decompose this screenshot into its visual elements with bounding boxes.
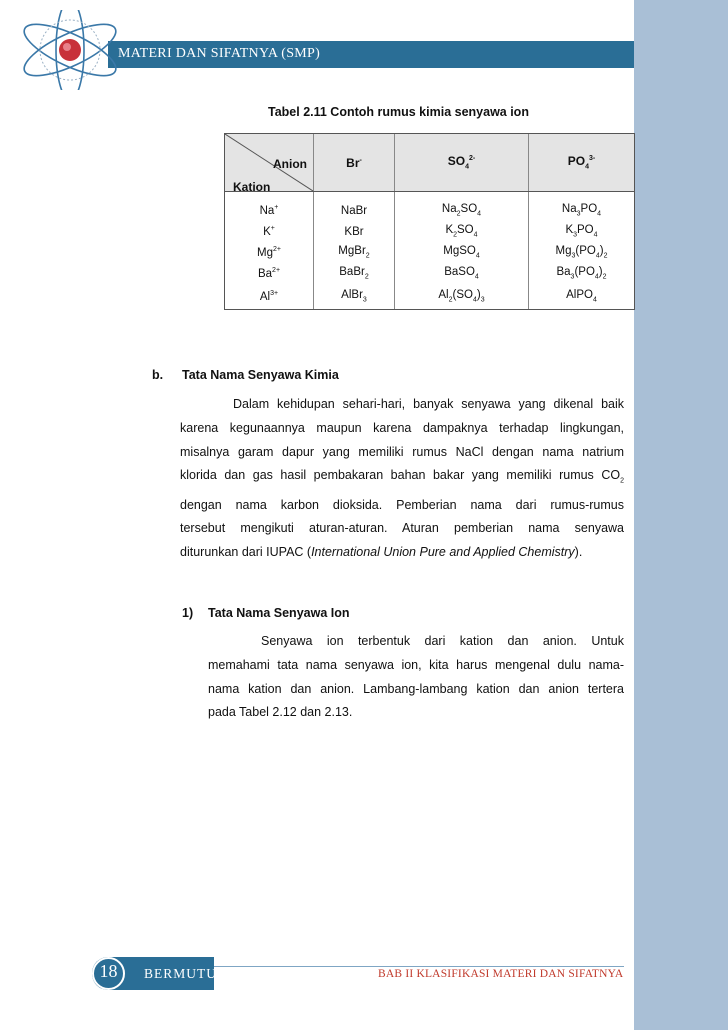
page-number: 18	[99, 961, 118, 981]
header-title: MATERI DAN SIFATNYA (SMP)	[118, 46, 321, 61]
formula-cell: AlPO$_4$	[529, 284, 635, 310]
right-sidebar-band	[634, 0, 728, 1030]
formula-cell: AlBr$_3$	[314, 284, 395, 310]
kation-cell: K+	[225, 221, 314, 242]
section-letter: b.	[152, 368, 164, 382]
kation-cell: $Mg^{2+}$	[225, 242, 314, 263]
anion-header-so4: $SO_4^{2-}$	[395, 134, 529, 192]
section-title: Tata Nama Senyawa Kimia	[182, 368, 339, 382]
footer-chapter-title: BAB II KLASIFIKASI MATERI DAN SIFATNYA	[378, 968, 624, 980]
subsection-title: Tata Nama Senyawa Ion	[208, 606, 350, 620]
formula-cell: KBr	[314, 221, 395, 242]
formula-cell: MgBr$_2$	[314, 242, 395, 263]
table-caption: Tabel 2.11 Contoh rumus kimia senyawa ion	[268, 105, 529, 119]
formula-cell: $Al_2(SO_4)_3$	[395, 284, 529, 310]
kation-label: Kation	[233, 180, 271, 194]
kation-cell: Na+	[225, 200, 314, 221]
section-b-paragraph: Dalam kehidupan sehari-hari, banyak senyawa yang dikenal baik karena kegunaannya maupun karena dampaknya terhadap lingkungan, misalnya garam dapur yang memiliki rumus NaCl dengan nama natrium klorida dan gas hasil pembakaran bahan bakar yang memiliki rumus $CO_2$ dengan nama karbon dioksida. Pemberian nama dari rumus-rumus tersebut mengikuti aturan-aturan. Aturan pemberian nama senyawa diturunkan dari IUPAC (International Union Pure and Applied Chemistry).	[180, 397, 624, 560]
formula-cell: MgSO$_4$	[395, 242, 529, 263]
ion-compound-table	[224, 133, 635, 310]
anion-header-br: Br-	[314, 134, 395, 192]
subsection-paragraph: Senyawa ion terbentuk dari kation dan anion. Untuk memahami tata nama senyawa ion, kita harus mengenal dulu nama- nama kation dan anion. Lambang-lambang kation dan anion tertera pada Tabel 2.12 dan 2.13.	[208, 634, 624, 720]
corner-header-cell	[225, 134, 314, 192]
formula-cell: $Na_3PO_4$	[529, 200, 635, 221]
table-row	[225, 221, 635, 242]
formula-cell: BaSO$_4$	[395, 263, 529, 284]
table-row	[225, 200, 635, 221]
table-header-row	[225, 134, 635, 192]
formula-cell: NaBr	[314, 200, 395, 221]
footer-brand: BERMUTU	[144, 966, 218, 981]
subsection-number: 1)	[182, 606, 194, 620]
formula-cell: $Mg_3(PO_4)_2$	[529, 242, 635, 263]
table-row	[225, 284, 635, 310]
kation-cell: $Al^{3+}$	[225, 284, 314, 310]
formula-cell: $K_2SO_4$	[395, 221, 529, 242]
atom-logo-icon	[16, 10, 124, 90]
formula-cell: $Na_2SO_4$	[395, 200, 529, 221]
formula-cell: BaBr$_2$	[314, 263, 395, 284]
kation-cell: $Ba^{2+}$	[225, 263, 314, 284]
table-row	[225, 242, 635, 263]
formula-cell: $Ba_3(PO_4)_2$	[529, 263, 635, 284]
formula-cell: $K_3PO_4$	[529, 221, 635, 242]
table-row	[225, 263, 635, 284]
anion-label: Anion	[273, 157, 307, 171]
anion-header-po4: $PO_4^{3-}$	[529, 134, 635, 192]
